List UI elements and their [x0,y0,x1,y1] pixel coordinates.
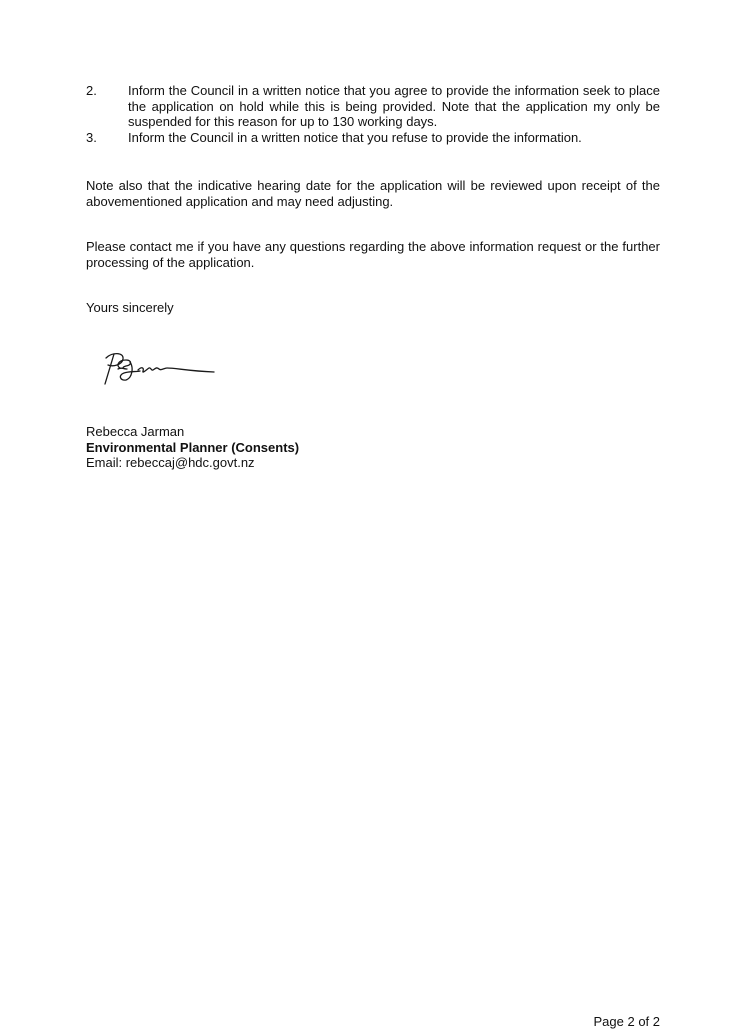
list-item-text: Inform the Council in a written notice that you agree to provide the information seek to place the application on hold while this is being provided. Note that the application my only be suspended for this reason for up to 130 working days. [128,83,660,129]
closing-salutation: Yours sincerely [86,300,174,315]
contact-paragraph: Please contact me if you have any questions regarding the above information request or the further processing of the application. [86,239,660,270]
list-item [86,83,660,130]
page-number: Page 2 of 2 [593,1014,660,1029]
signer-email: Email: rebeccaj@hdc.govt.nz [86,455,255,470]
signer-name: Rebecca Jarman [86,424,185,439]
hearing-date-paragraph: Note also that the indicative hearing date for the application will be reviewed upon receipt of the abovementioned application and may need adjusting. [86,178,660,209]
signer-title: Environmental Planner (Consents) [86,439,300,455]
list-item-text: Inform the Council in a written notice that you refuse to provide the information. [128,129,582,145]
list-item-number: 3. [86,129,97,145]
handwritten-signature [96,344,220,390]
numbered-list [86,83,660,145]
list-item [86,130,660,146]
list-item-number: 2. [86,83,97,98]
signature-block [86,424,299,471]
